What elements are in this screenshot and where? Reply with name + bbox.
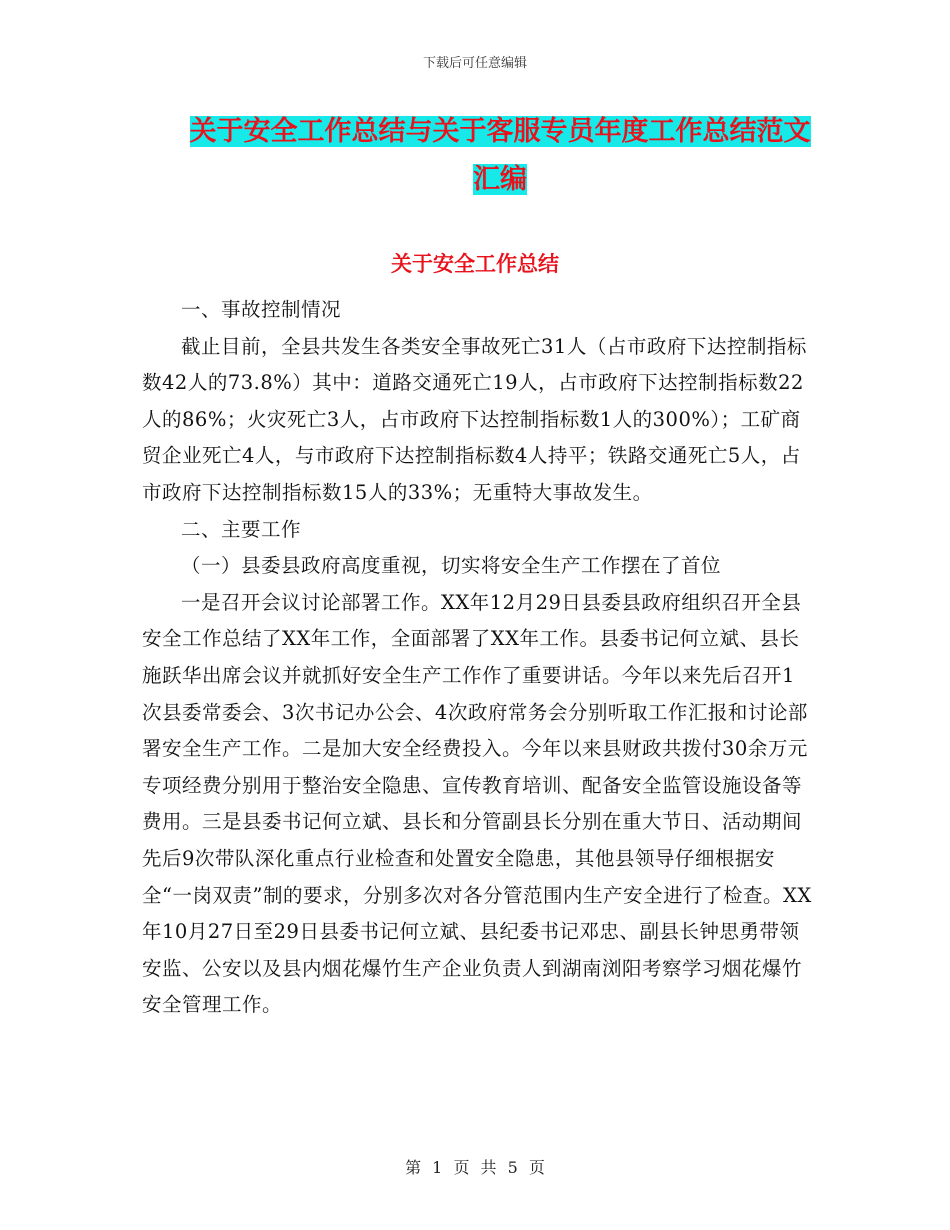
paragraph-accident-stats: 截止目前，全县共发生各类安全事故死亡31人（占市政府下达控制指标数42人的73.8%）其中：道路交通死亡19人，占市政府下达控制指标数22人的86%；火灾死亡3人，占市政府下达控制指标数1人的300%）；工矿商贸企业死亡4人，与市政府下达控制指标数4人持平；铁路交通死亡5人，占市政府下达控制指标数15人的33%；无重特大事故发生。 (142, 334, 807, 504)
document-title (140, 108, 860, 204)
heading-accident-control: 一、事故控制情况 (181, 298, 342, 321)
paragraph-leadership-details: 一是召开会议讨论部署工作。XX年12月29日县委县政府组织召开全县安全工作总结了XX年工作，全面部署了XX年工作。县委书记何立斌、县长施跃华出席会议并就抓好安全生产工作作了重要讲话。今年以来先后召开1次县委常委会、3次书记办公会、4次政府常务会分别听取工作汇报和讨论部署安全生产工作。二是加大安全经费投入。今年以来县财政共拨付30余万元专项经费分别用于整治安全隐患、宣传教育培训、配备安全监管设施设备等费用。三是县委书记何立斌、县长和分管副县长分别在重大节日、活动期间先后9次带队深化重点行业检查和处置安全隐患，其他县领导仔细根据安全“一岗双责”制的要求，分别多次对各分管范围内生产安全进行了检查。XX年10月27日至29日县委书记何立斌、县纪委书记邓忠、副县长钟思勇带领安监、公安以及县内烟花爆竹生产企业负责人到湖南浏阳考察学习烟花爆竹安全管理工作。 (142, 590, 812, 1017)
page-footer-number: 第 1 页 共 5 页 (405, 1158, 545, 1177)
heading-main-work: 二、主要工作 (181, 517, 302, 541)
subheading-leadership: （一）县委县政府高度重视，切实将安全生产工作摆在了首位 (181, 554, 722, 578)
section-title: 关于安全工作总结 (391, 251, 559, 276)
document-title-line1: 关于安全工作总结与关于客服专员年度工作总结范文 (189, 116, 811, 147)
page-header-note: 下载后可任意编辑 (422, 56, 527, 71)
document-body (142, 292, 812, 1024)
document-title-line2: 汇编 (473, 164, 527, 195)
